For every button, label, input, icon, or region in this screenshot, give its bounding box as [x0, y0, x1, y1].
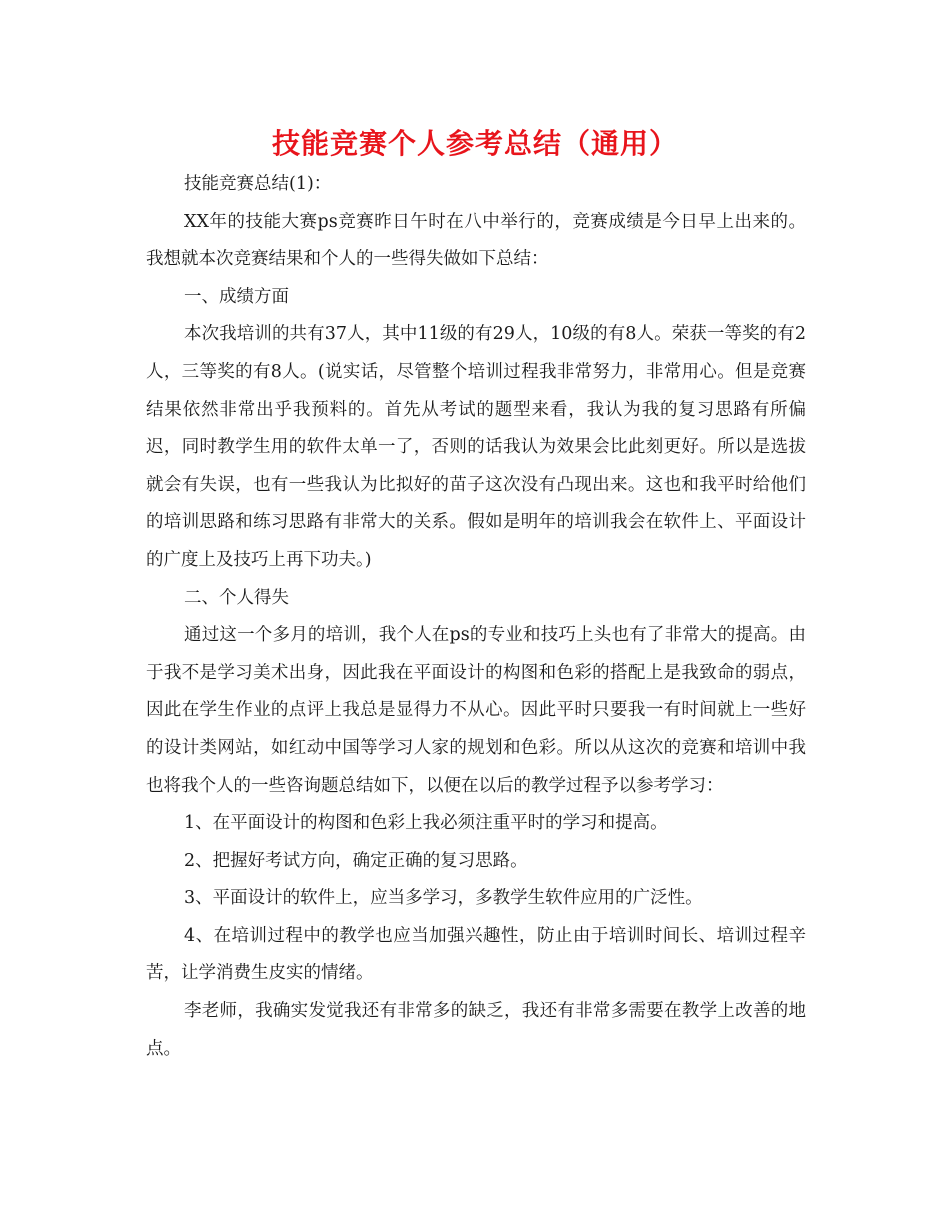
list-item-2: 2、把握好考试方向，确定正确的复习思路。 [184, 850, 528, 871]
paragraph-closing: 李老师，我确实发觉我还有非常多的缺乏，我还有非常多需要在教学上改善的地点。 [146, 1001, 806, 1059]
document-body [146, 166, 806, 1068]
paragraph-heading-personal: 二、个人得失 [184, 587, 289, 608]
list-item-4: 4、在培训过程中的教学也应当加强兴趣性，防止由于培训时间长、培训过程辛苦，让学消费生皮实的情绪。 [146, 925, 806, 984]
paragraph-results: 本次我培训的共有37人，其中11级的有29人，10级的有8人。荣获一等奖的有2人，三等奖的有8人。(说实话，尽管整个培训过程我非常努力，非常用心。但是竞赛结果依然非常出乎我预料的。首先从考试的题型来看，我认为我的复习思路有所偏迟，同时教学生用的软件太单一了，否则的话我认为效果会比此刻更好。所以是选拔就会有失误，也有一些我认为比拟好的苗子这次没有凸现出来。这也和我平时给他们的培训思路和练习思路有非常大的关系。假如是明年的培训我会在软件上、平面设计的广度上及技巧上再下功夫。) [146, 324, 806, 570]
paragraph-section-heading: 技能竞赛总结(1)： [184, 174, 332, 194]
paragraph-intro: XX年的技能大赛ps竞赛昨日午时在八中举行的，竞赛成绩是今日早上出来的。我想就本次竞赛结果和个人的一些得失做如下总结： [146, 211, 806, 270]
list-item-3: 3、平面设计的软件上，应当多学习，多教学生软件应用的广泛性。 [184, 888, 703, 909]
list-item-1: 1、在平面设计的构图和色彩上我必须注重平时的学习和提高。 [184, 813, 668, 834]
paragraph-personal: 通过这一个多月的培训，我个人在ps的专业和技巧上头也有了非常大的提高。由于我不是学习美术出身，因此我在平面设计的构图和色彩的搭配上是我致命的弱点，因此在学生作业的点评上我总是显得力不从心。因此平时只要我一有时间就上一些好的设计类网站，如红动中国等学习人家的规划和色彩。所以从这次的竞赛和培训中我也将我个人的一些咨询题总结如下，以便在以后的教学过程予以参考学习： [146, 625, 806, 796]
document-title: 技能竞赛个人参考总结（通用） [271, 127, 678, 160]
paragraph-heading-results: 一、成绩方面 [184, 286, 289, 307]
